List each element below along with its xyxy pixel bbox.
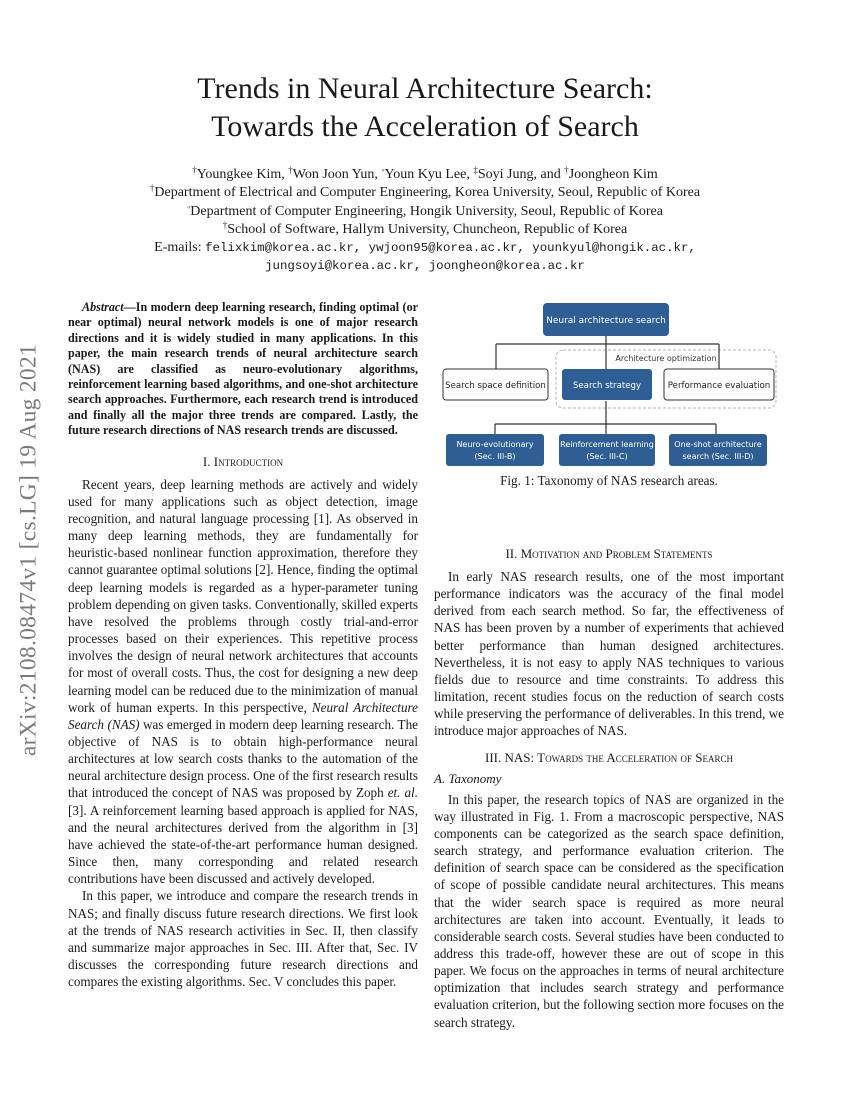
email-list[interactable]: felixkim@korea.ac.kr, ywjoon95@korea.ac.kr, younkyul@hongik.ac.kr, xyxy=(205,241,696,256)
node-root-label: Neural architecture search xyxy=(546,316,666,326)
leaf-label: Neuro-evolutionary xyxy=(456,440,534,449)
affiliation: †Department of Electrical and Computer Engineering, Korea University, Seoul, Republic of Korea xyxy=(149,183,701,201)
email-line-2 xyxy=(0,257,850,275)
left-column xyxy=(68,300,418,990)
title-line-1: Trends in Neural Architecture Search: xyxy=(197,72,653,105)
node-search-strategy-label: Search strategy xyxy=(572,381,642,391)
affiliation: ◦Department of Computer Engineering, Hongik University, Seoul, Republic of Korea xyxy=(187,201,663,219)
abstract xyxy=(68,300,418,439)
arxiv-stamp xyxy=(6,290,52,810)
abstract-label: Abstract xyxy=(82,300,124,314)
leaf-label: One-shot architecture xyxy=(674,440,762,449)
affiliation: †School of Software, Hallym University, Chuncheon, Republic of Korea xyxy=(222,219,628,237)
title-line-2: Towards the Acceleration of Search xyxy=(211,110,639,143)
leaf-label: (Sec. III-B) xyxy=(474,452,516,461)
paragraph: In this paper, we introduce and compare the research trends in NAS; and finally discuss future research directions. We first look at the trends of NAS research activities in Sec. II, then classify and summarize major approaches in Sec. III. After that, Sec. IV discusses the corresponding future research directions and compares the existing algorithms. Sec. V concludes this paper. xyxy=(68,888,418,990)
node-one-shot xyxy=(669,434,767,466)
section-heading: II. Motivation and Problem Statements xyxy=(505,546,713,561)
leaf-label: (Sec. III-C) xyxy=(586,452,628,461)
node-reinforcement-learning xyxy=(559,434,655,466)
figure-caption: Fig. 1: Taxonomy of NAS research areas. xyxy=(500,473,718,488)
paragraph: In early NAS research results, one of the most important performance indicators was the accuracy of the final model derived from each search method. So far, the effectiveness of NAS has been proven by a number of experiments that achieved better performance than human designed architectures. Nevertheless, it is not easy to apply NAS techniques to various fields due to resource and time constraints. To address this limitation, recent studies focus on the reduction of search costs while preserving the performance of deliverables. In this trend, we introduce major approaches of NAS. xyxy=(434,569,784,739)
node-neuro-evolutionary xyxy=(446,434,544,466)
email-line-1: E-mails: felixkim@korea.ac.kr, ywjoon95@korea.ac.kr, younkyul@hongik.ac.kr, xyxy=(154,240,696,256)
author-block xyxy=(0,166,850,276)
author-name: Youngkee Kim, xyxy=(196,167,289,182)
author-names: †Youngkee Kim, †Won Joon Yun, ◦Youn Kyu Lee, ‡Soyi Jung, and †Joongheon Kim xyxy=(192,165,658,182)
subsection-heading: A. Taxonomy xyxy=(434,770,502,786)
author-name: Soyi Jung, and xyxy=(477,167,565,182)
figure-taxonomy xyxy=(440,303,780,469)
section-heading: I. Introduction xyxy=(202,453,284,469)
leaf-label: search (Sec. III-D) xyxy=(682,452,754,461)
paper-title xyxy=(0,70,850,146)
paragraph: In this paper, the research topics of NAS are organized in the way illustrated in Fig. 1. From a macroscopic perspective, NAS components can be categorized as the search space definition, search strategy, and performance evaluation criterion. The definition of search space can be considered as the specification of scope of possible candidate neural architectures. This means that the wider search space is required as more neural architectures are taken into account. Eventually, it leads to considerable search costs. Several studies have been conducted to address this trade-off, however these are out of scope in this paper. We focus on the approaches in terms of neural architecture optimization that includes search strategy and performance evaluation criterion, but the following section more focuses on the search strategy. xyxy=(434,791,784,1030)
abstract-text: —In modern deep learning research, finding optimal (or near optimal) neural network models is one of major research directions and it is widely studied in many applications. In this paper, the main research trends of neural architecture search (NAS) are classified as neuro-evolutionary algorithms, reinforcement learning based algorithms, and one-shot architecture search approaches. Furthermore, each research trend is introduced and finally all the major three trends are compared. Lastly, the future research directions of NAS research trends are discussed. xyxy=(68,300,418,438)
author-name: Joongheon Kim xyxy=(568,167,658,182)
paragraph: Recent years, deep learning methods are actively and widely used for many applications such as object detection, image recognition, and natural language processing [1]. As observed in many deep learning methods, they are fundamentally for heuristic-based nonlinear function approximation, therefore they cannot guarantee optimal solutions [2]. Hence, finding the optimal deep learning models is regarded as a hyper-parameter tuning problem depending on given tasks. Conventionally, skilled experts have resolved the problems through costly trial-and-error processes based on their experiences. This repetitive process involves the design of neural network architectures that accounts for most of overall costs. Thus, the cost for designing a new deep learning model can be reduced due to the minimization of manual work of human experts. In this perspective, Neural Architecture Search (NAS) was emerged in modern deep learning research. The objective of NAS is to obtain high-performance neural architectures at low search costs thanks to the automation of the neural architecture design process. One of the first research results that introduced the concept of NAS was proposed by Zoph et. al. [3]. A reinforcement learning based approach is applied for NAS, and the neural architectures derived from the algorithm in [3] have achieved the state-of-the-art performance human designed. Since then, many corresponding and related research contributions have been discussed and actively developed. xyxy=(68,476,418,887)
email-list[interactable]: jungsoyi@korea.ac.kr, joongheon@korea.ac.kr xyxy=(265,259,585,274)
author-name: Won Joon Yun, xyxy=(292,167,382,182)
leaf-label: Reinforcement learning xyxy=(560,440,654,449)
author-name: Youn Kyu Lee, xyxy=(384,167,474,182)
arxiv-stamp-text: arXiv:2108.08474v1 [cs.LG] 19 Aug 2021 xyxy=(15,343,42,757)
node-performance-eval-label: Performance evaluation xyxy=(667,381,771,391)
node-search-space-label: Search space definition xyxy=(445,381,546,391)
section-heading: III. NAS: Towards the Acceleration of Search xyxy=(485,749,733,765)
group-label: Architecture optimization xyxy=(615,354,717,363)
right-column xyxy=(434,545,784,1031)
